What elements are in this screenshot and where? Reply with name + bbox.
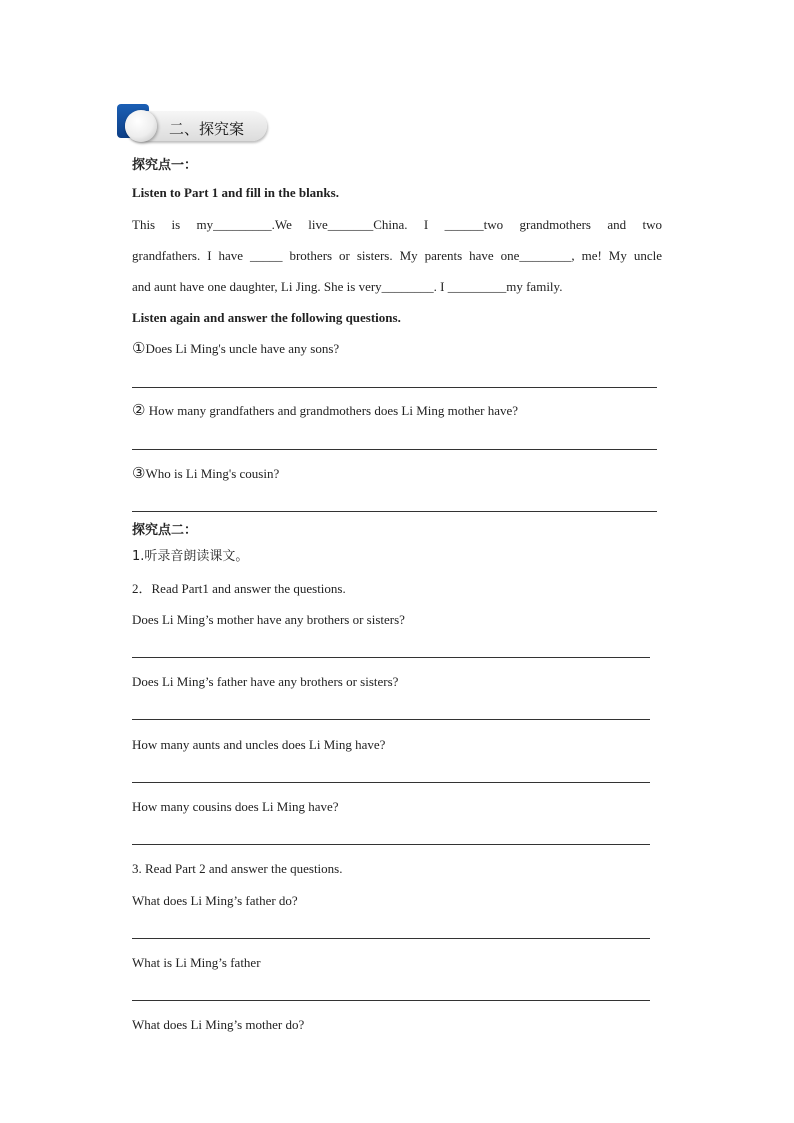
answer-line[interactable] [132,449,657,450]
part2-item-2: 2．Read Part1 and answer the questions. [132,581,346,596]
section-header-badge [117,104,269,146]
part1-heading: 探究点一： [132,158,198,173]
question-a3: How many aunts and uncles does Li Ming have? [132,737,386,752]
answer-line[interactable] [132,1000,650,1001]
answer-line[interactable] [132,387,657,388]
part1-instruction-fill: Listen to Part 1 and fill in the blanks. [132,185,339,200]
answer-line[interactable] [132,844,650,845]
part2-item-3: 3. Read Part 2 and answer the questions. [132,861,343,876]
section-title: 二、探究案 [169,120,245,138]
answer-line[interactable] [132,782,650,783]
question-1 [132,341,339,357]
part2-item-1: 1.听录音朗读课文。 [132,549,249,564]
answer-line[interactable] [132,511,657,512]
question-3 [132,466,279,482]
answer-line[interactable] [132,938,650,939]
part1-instruction-answer: Listen again and answer the following questions. [132,310,401,325]
question-text: Does Li Ming's uncle have any sons? [145,341,340,356]
question-b3: What does Li Ming’s mother do? [132,1017,305,1032]
question-number: ③ [132,466,146,482]
question-a4: How many cousins does Li Ming have? [132,799,339,814]
question-b2: What is Li Ming’s father [132,955,261,970]
question-a2: Does Li Ming’s father have any brothers or sisters? [132,674,399,689]
answer-line[interactable] [132,657,650,658]
badge-circle-icon [125,110,157,142]
part2-heading: 探究点二： [132,523,198,538]
question-b1: What does Li Ming’s father do? [132,893,298,908]
answer-line[interactable] [132,719,650,720]
fill-paragraph-line-3: and aunt have one daughter, Li Jing. She is very________. I _________my family. [132,279,563,294]
question-text: Who is Li Ming's cousin? [145,466,280,481]
question-number: ① [132,341,146,357]
question-2 [132,403,518,419]
fill-paragraph-line-1: This is my_________.We live_______China. I ______two grandmothers and two [132,217,662,232]
question-a1: Does Li Ming’s mother have any brothers or sisters? [132,612,405,627]
fill-paragraph-line-2: grandfathers. I have _____ brothers or sisters. My parents have one________, me! My uncle [132,248,662,263]
question-number: ② [132,403,146,419]
question-text: How many grandfathers and grandmothers does Li Ming mother have? [145,403,519,418]
